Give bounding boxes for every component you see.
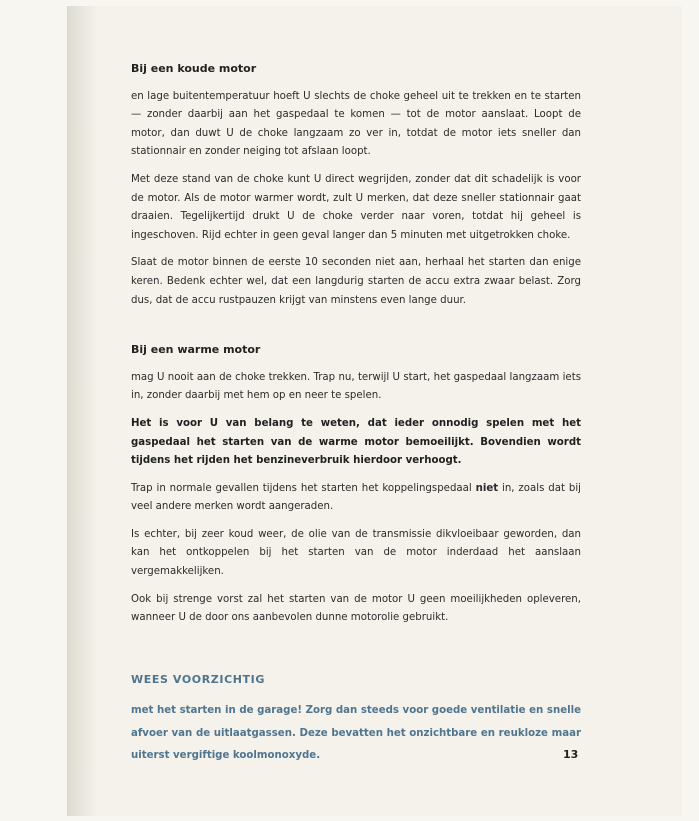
page-number: 13 [563,748,579,761]
paragraph-warm-2-bold: Het is voor U van belang te weten, dat ieder onnodig spelen met het gaspedaal het starten van de warme motor bemoeilijkt. Bovendien wordt tijdens het rijden het benzineverbruik hierdoor verhoogt. [131,417,581,467]
page-content [131,60,581,768]
paragraph-cold-1: en lage buitentemperatuur hoeft U slechts de choke geheel uit te trekken en te starten — zonder daarbij aan het gaspedaal te komen — tot de motor aanslaat. Loopt de motor, dan duwt U de choke langzaam zo ver in, totdat de motor iets sneller dan stationnair en zonder neiging tot afslaan loopt. [131,90,581,158]
warning-heading: WEES VOORZICHTIG [131,672,265,686]
emphasis-niet: niet [475,482,499,494]
paragraph-cold-2: Met deze stand van de choke kunt U direct wegrijden, zonder dat dit schadelijk is voor de motor. Als de motor warmer wordt, zult U merken, dat deze sneller stationnair gaat draaien. Tegelijkertijd drukt U de choke verder naar voren, totdat hij geheel is ingeschoven. Rijd echter in geen geval langer dan 5 minuten met uitgetrokken choke. [131,173,581,241]
warning-text: met het starten in de garage! Zorg dan steeds voor goede ventilatie en snelle afvoer van de uitlaatgassen. Deze bevatten het onzichtbare en reukloze maar uiterst vergiftige koolmonoxyde. [131,705,581,762]
paragraph-warm-4: Is echter, bij zeer koud weer, de olie van de transmissie dikvloeibaar geworden, dan kan het ontkoppelen bij het starten van de motor inderdaad het aanslaan vergemakkelijken. [131,528,581,578]
paragraph-warm-1: mag U nooit aan de choke trekken. Trap nu, terwijl U start, het gaspedaal langzaam iets in, zonder daarbij met hem op en neer te spelen. [131,371,581,402]
paragraph-warm-3 [131,480,581,517]
paragraph-cold-3: Slaat de motor binnen de eerste 10 seconden niet aan, herhaal het starten dan enige keren. Bedenk echter wel, dat een langdurig starten de accu extra zwaar belast. Zorg dus, dat de accu rustpauzen krijgt van minstens even lange duur. [131,257,581,306]
paragraph-warm-3-end: in, zoals dat bij veel andere merken wordt aangeraden. [131,482,581,513]
heading-cold-engine: Bij een koude motor [131,62,257,75]
heading-warm-engine: Bij een warme motor [131,343,261,357]
page-spine-shadow [68,6,98,816]
paragraph-warm-3-start: Trap in normale gevallen tijdens het starten het koppelingspedaal [131,482,476,494]
paragraph-warm-5: Ook bij strenge vorst zal het starten van de motor U geen moeilijkheden opleveren, wanneer U de door ons aanbevolen dunne motorolie gebruikt. [131,593,581,624]
